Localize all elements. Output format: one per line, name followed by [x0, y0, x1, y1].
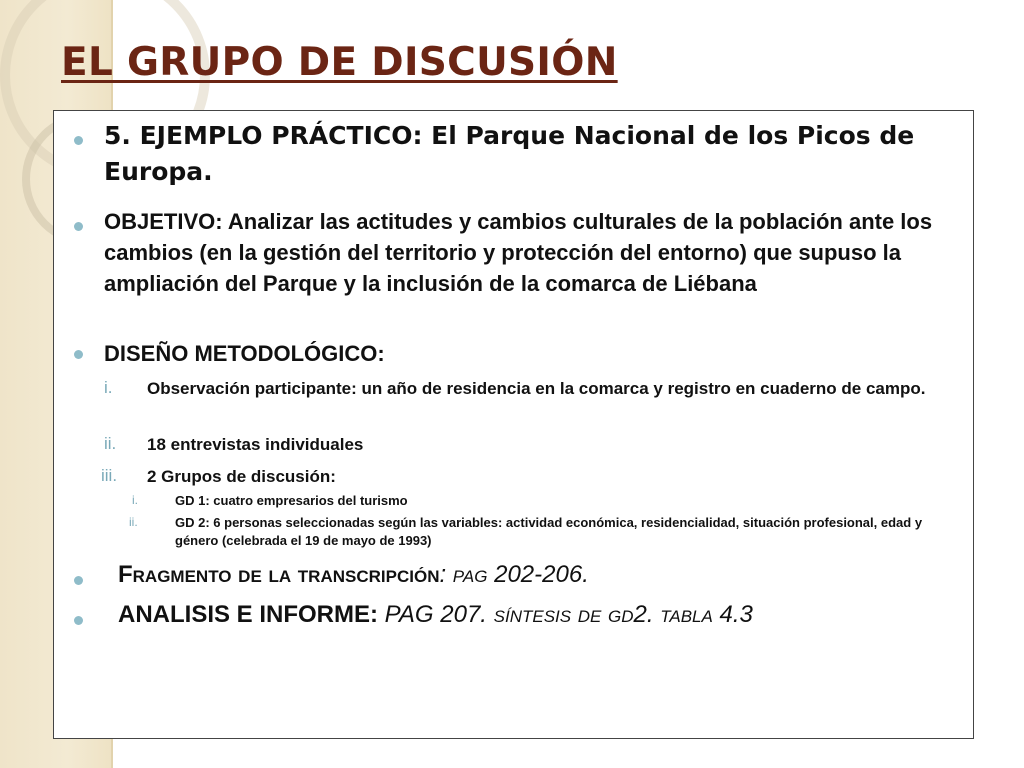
analysis-label: ANALISIS E INFORME:	[118, 601, 379, 628]
content-box	[53, 110, 974, 739]
transcription-label: Fragmento de la transcripción	[118, 561, 440, 588]
subsub-item-gd1: GD 1: cuatro empresarios del turismo	[175, 493, 408, 508]
bullet-transcription	[118, 560, 589, 590]
bullet-methodology: DISEÑO METODOLÓGICO:	[104, 341, 385, 366]
transcription-pages: : pag 202-206.	[439, 561, 589, 588]
sub-item-groups: 2 Grupos de discusión:	[147, 467, 336, 486]
bullet-icon	[74, 222, 83, 231]
list-number: i.	[132, 493, 138, 507]
bullet-icon	[74, 350, 83, 359]
subsub-item-gd2: GD 2: 6 personas seleccionadas según las variables: actividad económica, residencialidad, situación profesional, edad y género (celebrada el 19 de mayo de 1993)	[175, 515, 923, 548]
bullet-analysis	[118, 600, 753, 630]
list-number: ii.	[104, 434, 117, 453]
analysis-pages: PAG 207. síntesis de gd2. tabla 4.3	[378, 601, 753, 628]
slide-title: EL GRUPO DE DISCUSIÓN	[61, 40, 618, 85]
bullet-objective: OBJETIVO: Analizar las actitudes y cambios culturales de la población ante los cambios (en la gestión del territorio y protección del entorno) que supuso la ampliación del Parque y la inclusión de la comarca de Liébana	[104, 209, 933, 296]
sub-item-observation: Observación participante: un año de residencia en la comarca y registro en cuaderno de campo.	[147, 379, 926, 398]
list-number: iii.	[101, 466, 118, 485]
bullet-heading-example: 5. EJEMPLO PRÁCTICO: El Parque Nacional de los Picos de Europa.	[104, 121, 915, 186]
sub-item-interviews: 18 entrevistas individuales	[147, 435, 364, 454]
bullet-icon	[74, 576, 83, 585]
list-number: i.	[104, 378, 113, 397]
list-number: ii.	[129, 515, 138, 529]
bullet-icon	[74, 136, 83, 145]
bullet-icon	[74, 616, 83, 625]
